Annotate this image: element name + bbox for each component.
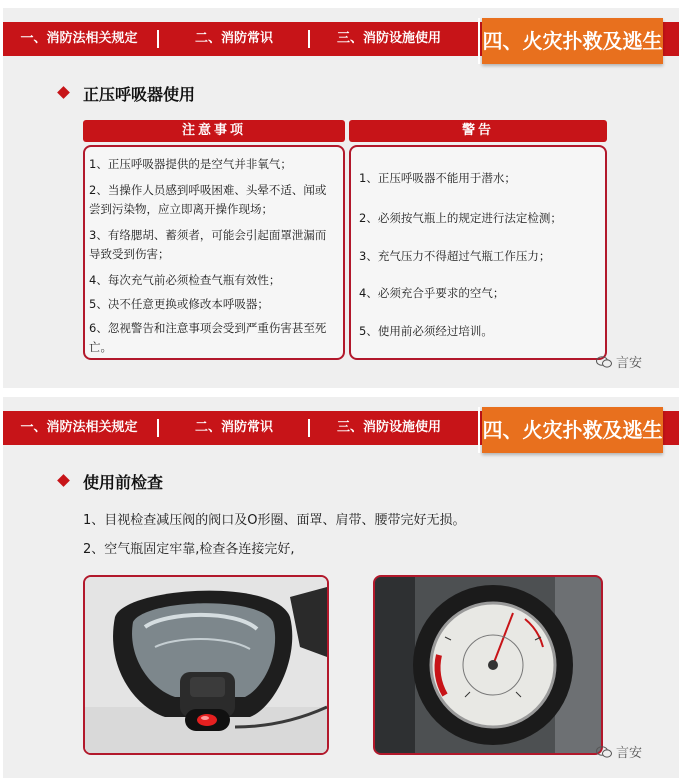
note-item: 1、正压呼吸器提供的是空气并非氧气； <box>89 157 292 171</box>
note-item: 5、决不任意更换或修改本呼吸器； <box>89 297 269 311</box>
nav-tab-fire-facilities[interactable]: 三、消防设施使用 <box>336 31 441 46</box>
nav-divider <box>308 419 310 437</box>
nav-tab-fire-knowledge[interactable]: 二、消防常识 <box>194 420 273 435</box>
warning-item: 1、正压呼吸器不能用于潜水； <box>359 171 516 185</box>
face-mask-image <box>85 577 327 753</box>
note-item: 3、有络腮胡、蓄须者，可能会引起面罩泄漏而导致受到伤害； <box>89 228 327 261</box>
watermark <box>596 742 642 761</box>
note-item: 6、忽视警告和注意事项会受到严重伤害甚至死亡。 <box>89 321 327 354</box>
warning-box <box>349 145 607 360</box>
bullet-diamond-icon <box>57 474 70 487</box>
nav-divider <box>308 30 310 48</box>
nav-tab-fire-fighting-escape[interactable]: 四、火灾扑救及逃生 <box>482 407 663 453</box>
warning-item: 2、必须按气瓶上的规定进行法定检测； <box>359 211 562 225</box>
section-title: 正压呼吸器使用 <box>83 85 196 104</box>
wechat-icon <box>596 356 612 368</box>
nav-tab-fire-law[interactable]: 一、消防法相关规定 <box>20 31 138 46</box>
nav-tab-fire-knowledge[interactable]: 二、消防常识 <box>194 31 273 46</box>
nav-divider <box>157 419 159 437</box>
mask-photo <box>83 575 329 755</box>
slide-pre-use-check <box>3 397 679 778</box>
note-item: 4、每次充气前必须检查气瓶有效性； <box>89 273 281 287</box>
section-title: 使用前检查 <box>83 473 164 492</box>
check-item: 1、目视检查减压阀的阀口及O形圈、面罩、肩带、腰带完好无损。 <box>83 513 466 528</box>
warning-item: 4、必须充合乎要求的空气； <box>359 286 505 300</box>
nav-tab-fire-facilities[interactable]: 三、消防设施使用 <box>336 420 441 435</box>
nav-tab-fire-law[interactable]: 一、消防法相关规定 <box>20 420 138 435</box>
nav-divider <box>157 30 159 48</box>
check-item: 2、空气瓶固定牢靠,检查各连接完好, <box>83 542 295 557</box>
note-item: 2、当操作人员感到呼吸困难、头晕不适、闻或尝到污染物，应立即离开操作现场； <box>89 183 327 216</box>
notes-box <box>83 145 345 360</box>
warning-header: 警告 <box>349 120 607 142</box>
notes-header: 注意事项 <box>83 120 345 142</box>
wechat-icon <box>596 746 612 758</box>
watermark <box>596 352 642 371</box>
gauge-photo <box>373 575 603 755</box>
warning-item: 3、充气压力不得超过气瓶工作压力； <box>359 249 551 263</box>
bullet-diamond-icon <box>57 86 70 99</box>
nav-tab-fire-fighting-escape[interactable]: 四、火灾扑救及逃生 <box>482 18 663 64</box>
pressure-gauge-image <box>375 577 601 753</box>
warning-item: 5、使用前必须经过培训。 <box>359 324 493 338</box>
watermark-text: 言安 <box>616 746 643 761</box>
slide-respirator-usage <box>3 8 679 388</box>
watermark-text: 言安 <box>616 356 643 371</box>
